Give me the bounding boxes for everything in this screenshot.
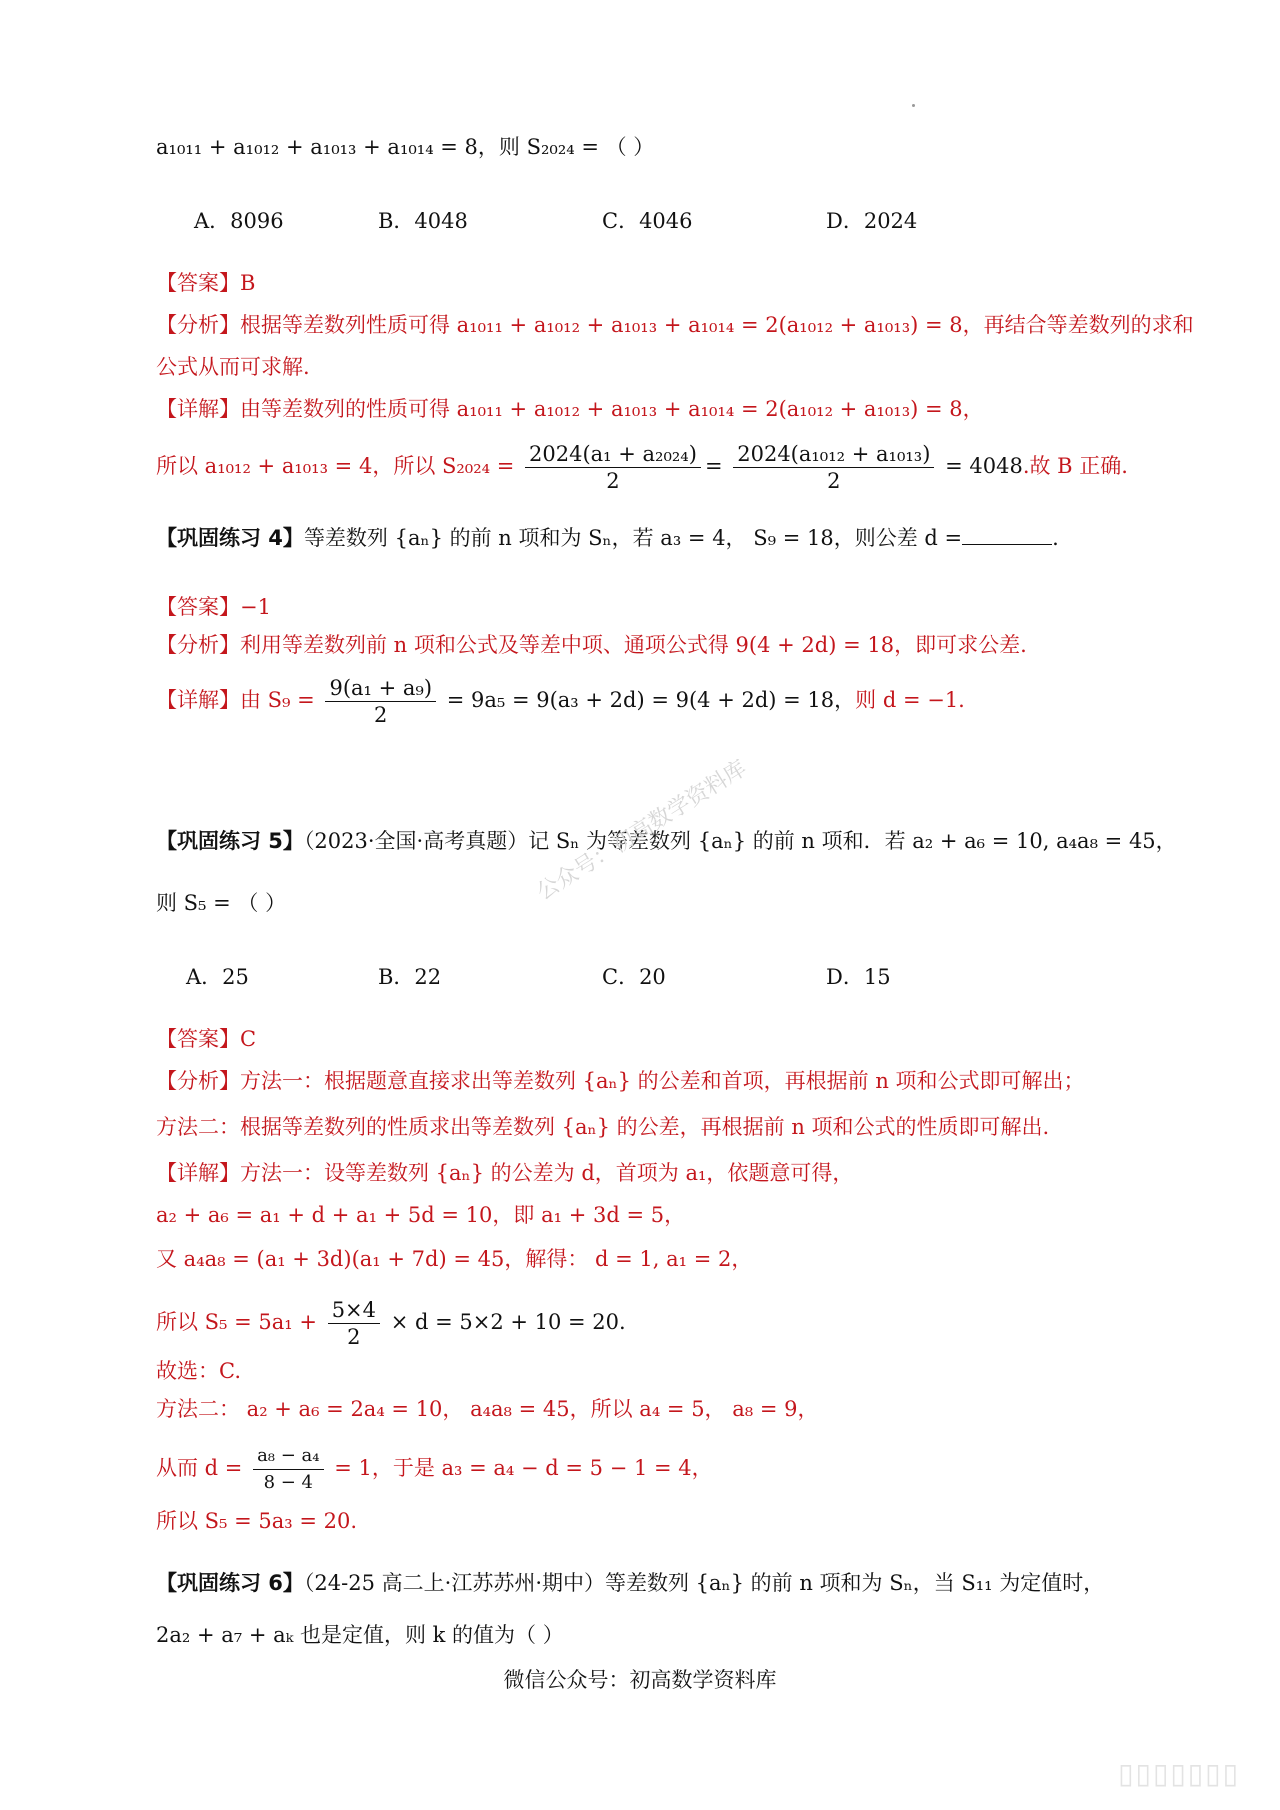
option-b: B．4048 [378,209,468,233]
detail-label: 【详解】 [156,688,240,712]
question-5-text: （2023·全国·高考真题）记 Sₙ 为等差数列 {aₙ} 的前 n 项和．若 a₂ + a₆ = 10, a₄a₈ = 45， [303,829,1177,853]
answer-label: 【答案】 [156,271,240,295]
detail-label: 【详解】 [156,397,240,421]
analysis-text: 根据等差数列性质可得 a₁₀₁₁ + a₁₀₁₂ + a₁₀₁₃ + a₁₀₁₄ = 2(a₁₀₁₂ + a₁₀₁₃) = 8，再结合等差数列的求和 [240,313,1194,337]
option-c: C．4046 [602,209,693,233]
q4-analysis [156,630,1027,660]
q5-analysis-line-2: 方法二：根据等差数列的性质求出等差数列 {aₙ} 的公差，再根据前 n 项和公式的性质即可解出. [156,1115,1050,1139]
option-d: D．2024 [826,209,918,233]
option-c: C．20 [602,965,666,989]
question-3-tail: a₁₀₁₁ + a₁₀₁₂ + a₁₀₁₃ + a₁₀₁₄ = 8，则 S₂₀₂₄ = （ ） [156,135,655,159]
option-b: B．22 [378,965,442,989]
q5-detail-line-8: 所以 S₅ = 5a₃ = 20. [156,1509,358,1533]
option-a: A．8096 [194,209,284,233]
answer-text: B [240,271,256,295]
option-d: D．15 [826,965,891,989]
q4-detail: 【详解】由 S₉ = $\frac{\text{9(a₁ + a₉)}}{2}$ = 9a₅ = 9(a₃ + 2d) = 9(4 + 2d) = 18，则 d = −1. [156,676,965,727]
q5-answer [156,1024,256,1054]
detail-text: 由等差数列的性质可得 a₁₀₁₁ + a₁₀₁₂ + a₁₀₁₃ + a₁₀₁₄ = 2(a₁₀₁₂ + a₁₀₁₃) = 8， [240,397,984,421]
question-6-label: 【巩固练习 6】 [156,1571,304,1595]
page-footer: 微信公众号：初高数学资料库 [503,1668,777,1692]
watermark: 公众号：初高数学资料库 [532,755,752,906]
question-6-line-2: 2a₂ + a₇ + aₖ 也是定值，则 k 的值为（ ） [156,1623,564,1647]
answer-text: C [240,1027,257,1051]
detail-conclusion: .故 B 正确. [1022,454,1128,478]
analysis-label: 【分析】 [156,1069,240,1093]
question-5-line-2: 则 S₅ = （ ） [156,891,287,915]
analysis-label: 【分析】 [156,313,240,337]
analysis-text: 利用等差数列前 n 项和公式及等差中项、通项公式得 9(4 + 2d) = 18，即可求公差. [240,633,1027,657]
q5-detail-line-4: 所以 S₅ = 5a₁ + $\frac{5\times 4}{2}$ × d = 5×2 + 10 = 20. [156,1298,626,1349]
q3-detail-line-2: 所以 a₁₀₁₂ + a₁₀₁₃ = 4，所以 S₂₀₂₄ = $\frac{\text{2024(a₁ + a₂₀₂₄)}}{2}$ = $\frac{\text{2024(a₁₀₁₂ + a₁₀₁₃)}}{2}$ = 4048.故 B 正确. [156,442,1128,493]
q3-analysis-line-2: 公式从而可求解. [156,355,310,379]
q5-detail-line-1: 【详解】方法一：设等差数列 {aₙ} 的公差为 d，首项为 a₁，依题意可得， [156,1161,854,1185]
q5-detail-line-5: 故选：C. [156,1359,241,1383]
answer-label: 【答案】 [156,595,240,619]
q5-detail-line-6: 方法二： a₂ + a₆ = 2a₄ = 10， a₄a₈ = 45，所以 a₄ = 5， a₈ = 9， [156,1397,819,1421]
stray-dot [912,104,915,107]
q3-analysis-line-1 [156,310,1194,340]
detail-label: 【详解】 [156,1161,240,1185]
detail-text-a: 所以 a₁₀₁₂ + a₁₀₁₃ = 4，所以 S₂₀₂₄ = [156,454,515,478]
option-a: A．25 [186,965,249,989]
q3-detail-line-1 [156,394,984,424]
answer-blank [962,522,1052,545]
corner-watermark: ▯▯▯▯▯▯▯ [1118,1757,1240,1790]
fraction-2: $\frac{\text{2024(a₁₀₁₂ + a₁₀₁₃)}}{2}$ [733,441,934,494]
question-4-label: 【巩固练习 4】 [156,526,304,550]
q5-detail-line-2: a₂ + a₆ = a₁ + d + a₁ + 5d = 10，即 a₁ + 3d = 5， [156,1203,686,1227]
fraction: $\frac{\text{a₈ − a₄}}{8 - 4}$ [253,1443,323,1496]
question-6-line-1 [156,1568,1104,1598]
answer-label: 【答案】 [156,1027,240,1051]
q5-detail-line-7: 从而 d = $\frac{\text{a₈ − a₄}}{8 - 4}$ = 1，于是 a₃ = a₄ − d = 5 − 1 = 4， [156,1440,713,1496]
question-4-text: 等差数列 {aₙ} 的前 n 项和为 Sₙ，若 a₃ = 4， S₉ = 18，则公差 d = [303,526,963,550]
q5-detail-line-3: 又 a₄a₈ = (a₁ + 3d)(a₁ + 7d) = 45，解得： d = 1, a₁ = 2， [156,1247,753,1271]
fraction: $\frac{5\times 4}{2}$ [328,1297,380,1350]
q4-answer [156,592,271,622]
answer-text: −1 [240,595,271,619]
detail-result: = 4048 [945,454,1023,478]
q3-answer [156,268,255,298]
question-5-label: 【巩固练习 5】 [156,829,304,853]
analysis-label: 【分析】 [156,633,240,657]
q5-analysis-line-1: 【分析】方法一：根据题意直接求出等差数列 {aₙ} 的公差和首项，再根据前 n 项和公式即可解出； [156,1069,1085,1093]
question-6-text: （24-25 高二上·江苏苏州·期中）等差数列 {aₙ} 的前 n 项和为 Sₙ，当 S₁₁ 为定值时， [303,1571,1105,1595]
question-4: 【巩固练习 4】等差数列 {aₙ} 的前 n 项和为 Sₙ，若 a₃ = 4， S₉ = 18，则公差 d = . [156,522,1059,553]
fraction-1: $\frac{\text{2024(a₁ + a₂₀₂₄)}}{2}$ [525,441,701,494]
fraction: $\frac{\text{9(a₁ + a₉)}}{2}$ [325,675,436,728]
